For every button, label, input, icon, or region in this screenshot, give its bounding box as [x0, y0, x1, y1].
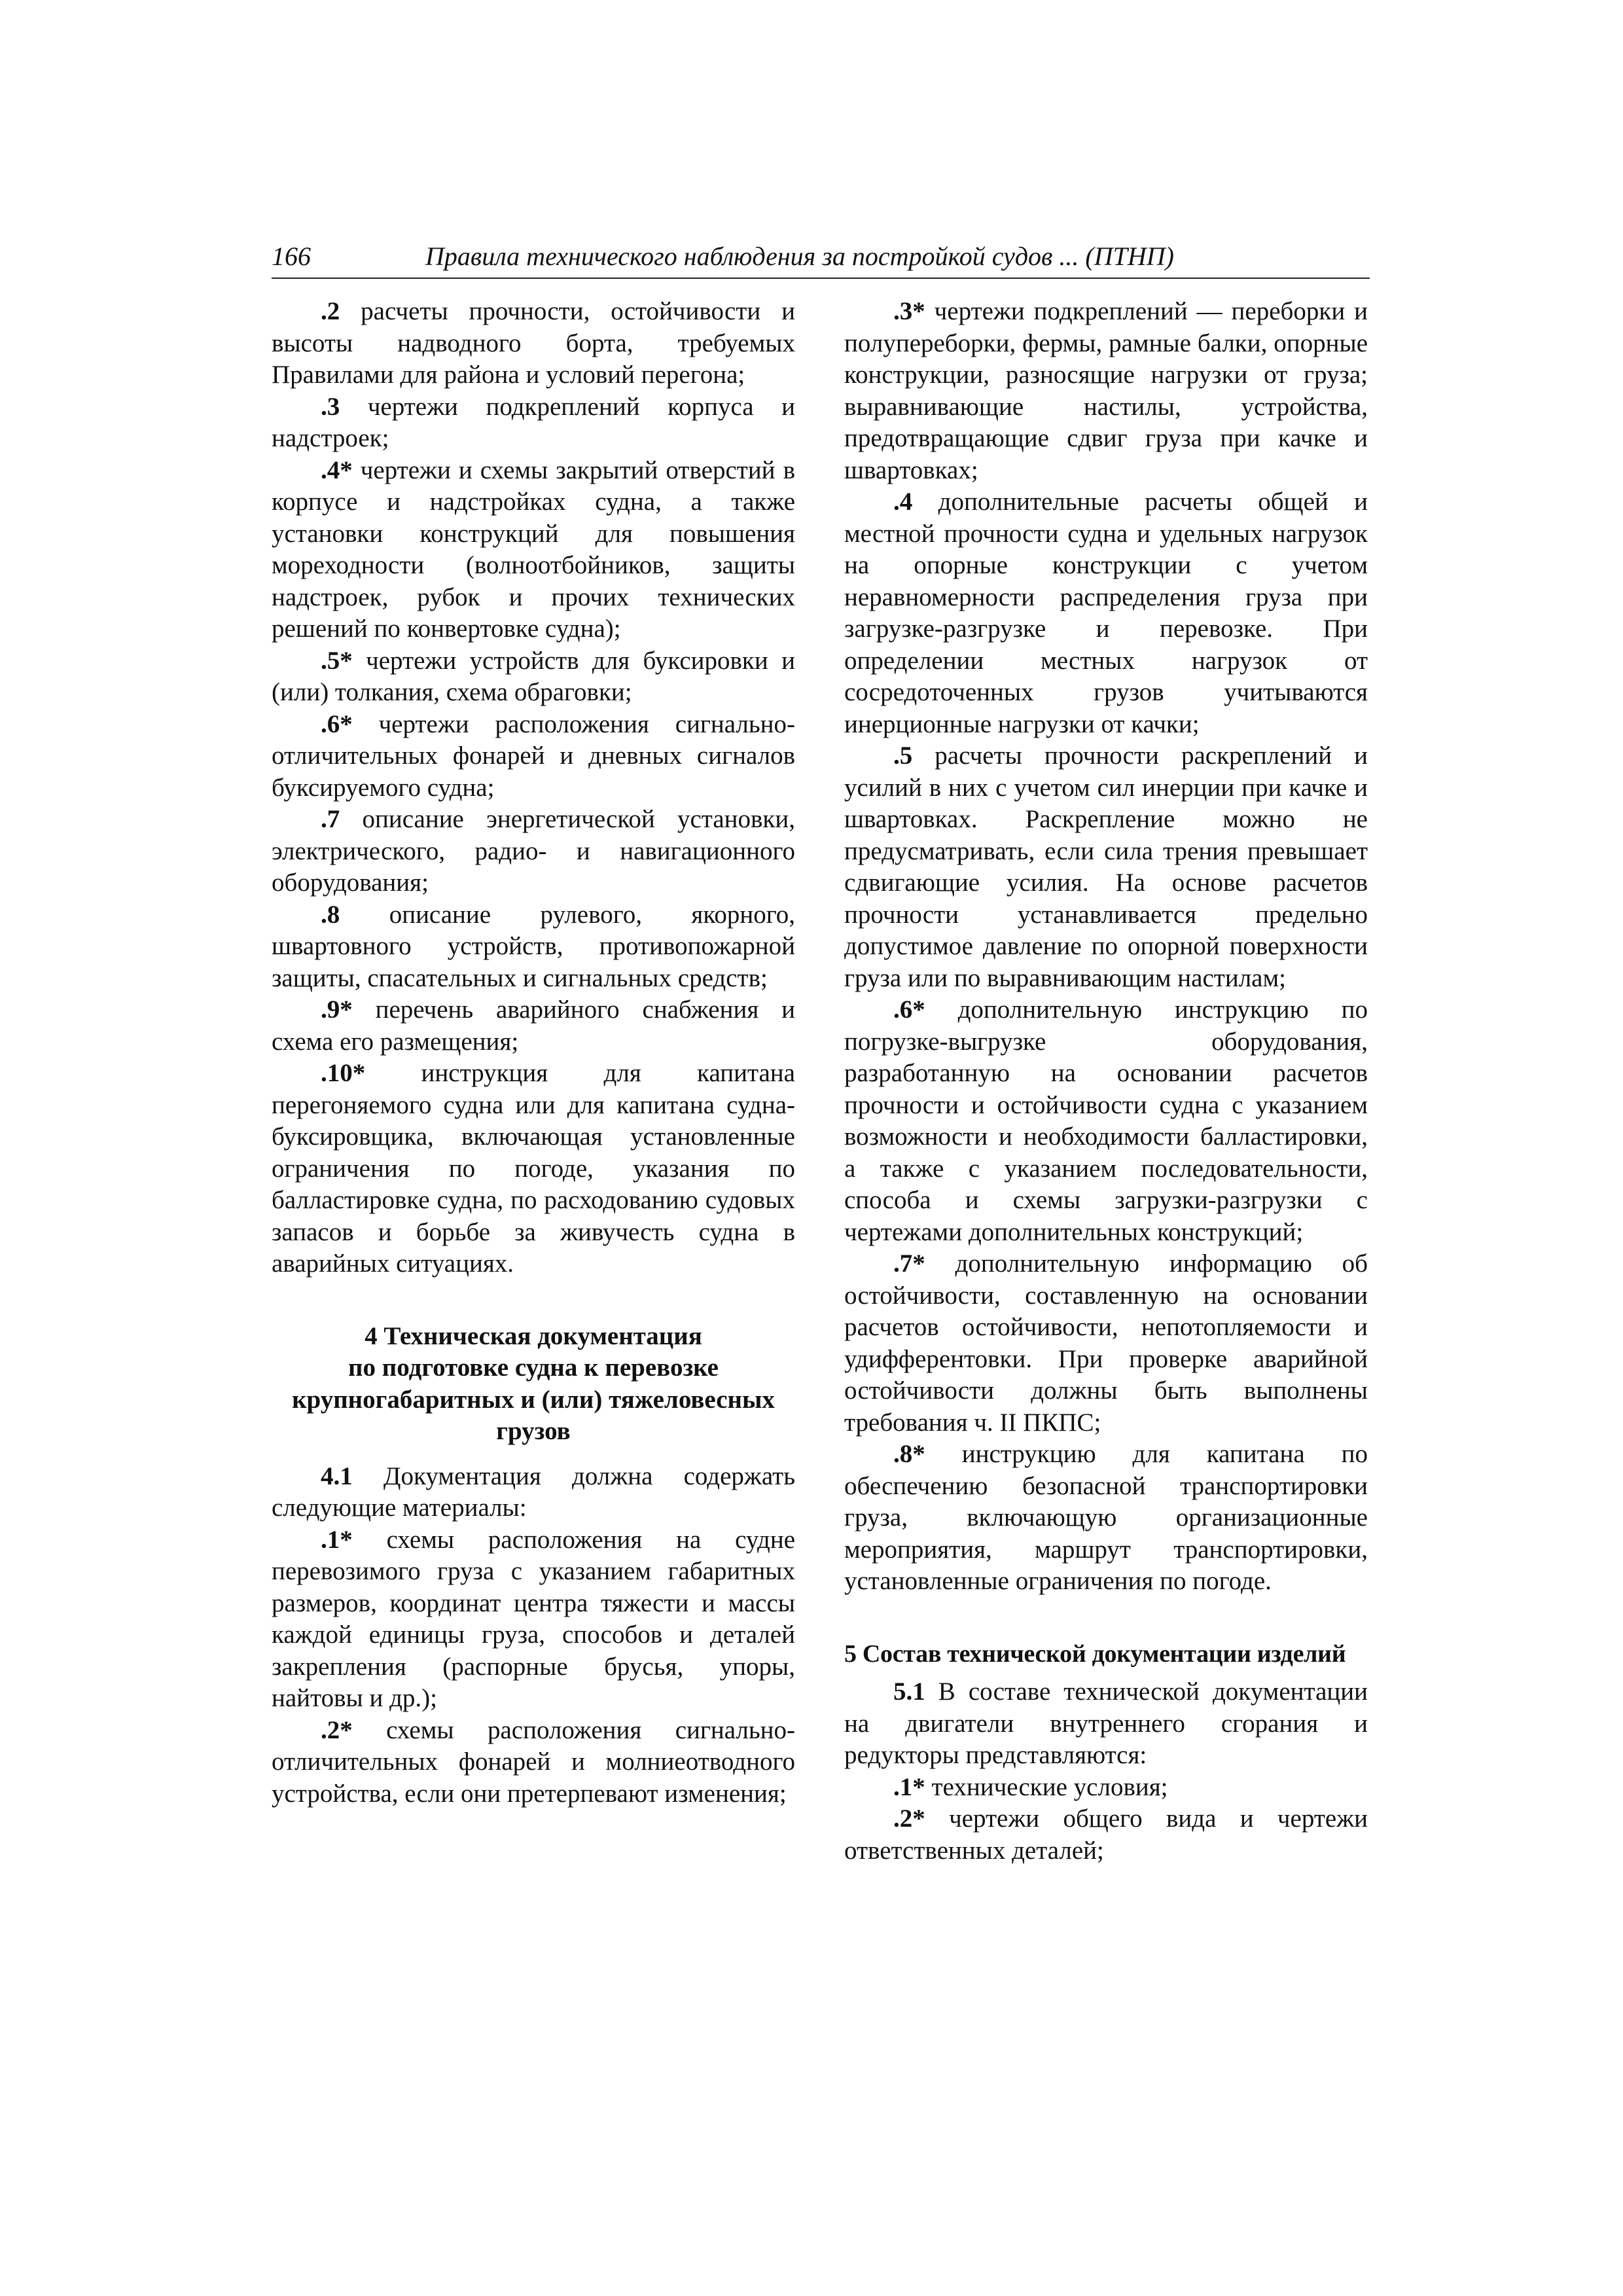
item-number: 4.1 — [321, 1462, 353, 1490]
item-number: .3* — [893, 297, 925, 325]
item-number: .1* — [893, 1772, 925, 1801]
item-text: схемы расположения сигнально-отличительных фонарей и молниеотводного устройства, если они претерпевают изменения; — [272, 1715, 795, 1808]
item-text: В составе технической документации на двигатели внутреннего сгорания и редукторы представляются: — [844, 1677, 1368, 1769]
item-text: описание рулевого, якорного, швартовного устройств, противопожарной защиты, спасательных и сигнальных средств; — [272, 900, 795, 992]
list-item — [844, 1676, 1368, 1772]
item-number: .8* — [893, 1440, 925, 1468]
list-item — [272, 1524, 795, 1715]
item-text: дополнительную инструкцию по погрузке-выгрузке оборудования, разработанную на основании расчетов прочности и остойчивости судна с указанием возможности и необходимости балластировки, а также с указанием последовательности, способа и схемы загрузки-разгрузки с чертежами дополнительных конструкций; — [844, 996, 1368, 1246]
list-item — [844, 296, 1368, 486]
running-title: Правила технического наблюдения за постройкой судов ... (ПТНП) — [425, 242, 1174, 271]
item-text: Документация должна содержать следующие материалы: — [272, 1462, 795, 1522]
item-text: чертежи подкреплений — переборки и полупереборки, фермы, рамные балки, опорные конструкции, разносящие нагрузки от груза; выравнивающие настилы, устройства, предотвращающие сдвиг груза при качке и швартовках; — [844, 297, 1368, 484]
list-item — [844, 486, 1368, 740]
list-item — [272, 1058, 795, 1280]
item-number: .7 — [321, 805, 340, 833]
list-item — [272, 709, 795, 804]
section-4-title — [272, 1321, 795, 1448]
item-text: описание энергетической установки, электрического, радио- и навигационного оборудования; — [272, 805, 795, 897]
list-item — [272, 899, 795, 995]
section-4-title-line: по подготовке судна к перевозке — [348, 1354, 719, 1382]
item-number: .2* — [321, 1715, 353, 1744]
item-number: .1* — [321, 1525, 353, 1554]
item-text: чертежи и схемы закрытий отверстий в корпусе и надстройках судна, а также установки конструкций для повышения мореходности (волноотбойников, защиты надстроек, рубок и прочих технических решений по конвертовке судна); — [272, 456, 795, 643]
item-number: .4* — [321, 456, 353, 484]
item-number: .9* — [321, 996, 353, 1024]
left-items-bottom — [272, 1461, 795, 1810]
item-text: чертежи подкреплений корпуса и надстроек; — [272, 392, 795, 452]
item-text: схемы расположения на судне перевозимого груза с указанием габаритных размеров, координат центра тяжести и массы каждой единицы груза, способов и деталей закрепления (распорные брусья, упоры, найтовы и др.); — [272, 1525, 795, 1712]
section-4-title-line: грузов — [496, 1417, 571, 1445]
item-text: технические условия; — [925, 1772, 1168, 1801]
list-item — [844, 740, 1368, 994]
list-item — [844, 1439, 1368, 1598]
item-text: чертежи устройств для буксировки и (или) толкания, схема обраговки; — [272, 646, 795, 706]
item-text: расчеты прочности, остойчивости и высоты надводного борта, требуемых Правилами для района и условий перегона; — [272, 297, 795, 389]
running-header — [272, 237, 1370, 279]
item-text: инструкцию для капитана по обеспечению безопасной транспортировки груза, включающую организационные мероприятия, маршрут транспортировки, установленные ограничения по погоде. — [844, 1440, 1368, 1595]
right-items-bottom — [844, 1676, 1368, 1867]
list-item — [844, 1803, 1368, 1867]
list-item — [272, 804, 795, 899]
list-item — [844, 1248, 1368, 1439]
item-number: .7* — [893, 1249, 925, 1278]
item-text: дополнительные расчеты общей и местной прочности судна и удельных нагрузок на опорные конструкции с учетом неравномерности распределения груза при загрузке-разгрузке и перевозке. При определении местных нагрузок от сосредоточенных грузов учитываются инерционные нагрузки от качки; — [844, 488, 1368, 738]
page-number: 166 — [272, 242, 311, 271]
item-text: дополнительную информацию об остойчивости, составленную на основании расчетов остойчивости, непотопляемости и удифферентовки. При проверке аварийной остойчивости должны быть выполнены требования ч. II ПКПС; — [844, 1249, 1368, 1437]
item-text: расчеты прочности раскреплений и усилий в них с учетом сил инерции при качке и швартовках. Раскрепление можно не предусматривать, если сила трения превышает сдвигающие усилия. На основе расчетов прочности устанавливается предельно допустимое давление по опорной поверхности груза или по выравнивающим настилам; — [844, 742, 1368, 992]
item-text: инструкция для капитана перегоняемого судна или для капитана судна-буксировщика, включающая установленные ограничения по погоде, указания по балластировке судна, по расходованию судовых запасов и борьбе за живучесть судна в аварийных ситуациях. — [272, 1059, 795, 1278]
list-item — [272, 645, 795, 709]
list-item — [272, 1461, 795, 1524]
item-text: перечень аварийного снабжения и схема его размещения; — [272, 996, 795, 1056]
item-number: .10* — [321, 1059, 366, 1087]
left-column — [272, 296, 795, 1810]
item-text: чертежи общего вида и чертежи ответственных деталей; — [844, 1804, 1368, 1865]
item-number: .6* — [893, 996, 925, 1024]
item-number: .2 — [321, 297, 340, 325]
item-number: .6* — [321, 709, 353, 738]
list-item — [272, 1715, 795, 1810]
list-item — [272, 296, 795, 391]
section-5-title: 5 Состав технической документации изделий — [844, 1640, 1346, 1668]
item-number: .5* — [321, 646, 353, 675]
section-4-title-line: 4 Техническая документация — [365, 1321, 702, 1350]
right-column — [844, 296, 1368, 1867]
list-item — [272, 455, 795, 645]
item-number: 5.1 — [893, 1677, 925, 1706]
item-number: .4 — [893, 488, 913, 516]
left-items-top — [272, 296, 795, 1280]
item-number: .5 — [893, 742, 913, 770]
list-item — [844, 1772, 1368, 1804]
list-item — [844, 994, 1368, 1248]
section-4-title-line: крупногабаритных и (или) тяжеловесных — [292, 1385, 775, 1414]
item-number: .2* — [893, 1804, 925, 1833]
list-item — [272, 391, 795, 455]
list-item — [272, 994, 795, 1058]
item-number: .3 — [321, 392, 340, 421]
item-text: чертежи расположения сигнально-отличительных фонарей и дневных сигналов буксируемого судна; — [272, 709, 795, 802]
right-items-top — [844, 296, 1368, 1598]
item-number: .8 — [321, 900, 340, 929]
